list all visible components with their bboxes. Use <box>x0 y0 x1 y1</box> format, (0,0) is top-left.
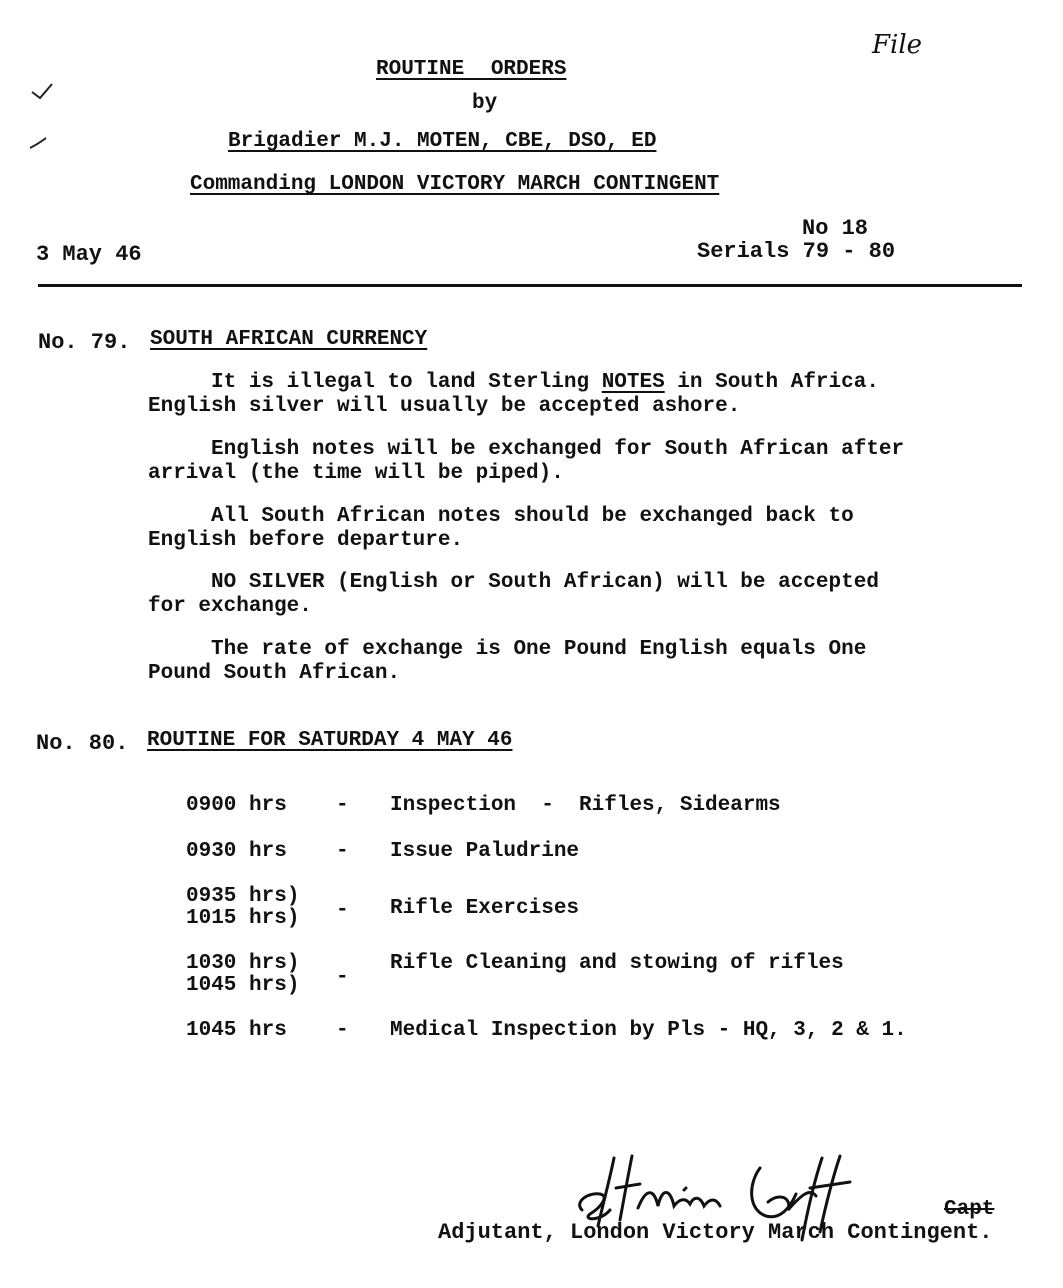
signature-rank: Capt <box>944 1198 995 1221</box>
order-number: No 18 <box>802 216 869 241</box>
schedule-time: 0900 hrs <box>186 794 287 817</box>
margin-tick-icon <box>30 82 54 102</box>
paragraph: All South African notes should be exchanged back to English before departure. <box>148 505 854 552</box>
schedule-time: 0930 hrs <box>186 840 287 863</box>
paragraph-text-post: in South Africa. English silver will usually be accepted ashore. <box>148 371 879 418</box>
schedule-activity: Issue Paludrine <box>390 840 580 863</box>
paragraph: NO SILVER (English or South African) will be accepted for exchange. <box>148 571 879 618</box>
by-line: by <box>472 92 498 115</box>
schedule-dash: - <box>336 899 349 922</box>
schedule-activity: Medical Inspection by Pls - HQ, 3, 2 & 1. <box>390 1019 907 1042</box>
paragraph: The rate of exchange is One Pound English equals One Pound South African. <box>148 638 867 685</box>
schedule-activity: Inspection - Rifles, Sidearms <box>390 794 781 817</box>
issuer-line: Brigadier M.J. MOTEN, CBE, DSO, ED <box>228 130 657 153</box>
paragraph <box>148 371 879 419</box>
section-number: No. 79. <box>38 330 131 355</box>
document-title: ROUTINE ORDERS <box>376 58 567 81</box>
schedule-time: 1030 hrs) 1045 hrs) <box>186 952 300 997</box>
section-heading: ROUTINE FOR SATURDAY 4 MAY 46 <box>147 729 513 752</box>
schedule-activity: Rifle Exercises <box>390 897 580 920</box>
schedule-dash: - <box>336 1019 349 1042</box>
section-heading: SOUTH AFRICAN CURRENCY <box>150 328 428 351</box>
schedule-dash: - <box>336 840 349 863</box>
section-number: No. 80. <box>36 731 129 756</box>
header-divider <box>38 284 1022 287</box>
emphasis-notes: NOTES <box>601 371 665 394</box>
serials: Serials 79 - 80 <box>697 239 896 264</box>
schedule-time: 1045 hrs <box>186 1019 287 1042</box>
schedule-time: 0935 hrs) 1015 hrs) <box>186 885 300 930</box>
schedule-dash: - <box>336 794 349 817</box>
paragraph-text-pre: It is illegal to land Sterling <box>148 371 602 394</box>
document-date: 3 May 46 <box>36 242 142 267</box>
margin-mark-icon <box>28 134 52 152</box>
signature-role: Adjutant, London Victory March Contingent. <box>438 1220 993 1245</box>
file-annotation: File <box>872 30 923 60</box>
schedule-activity: Rifle Cleaning and stowing of rifles <box>390 952 844 975</box>
command-line: Commanding LONDON VICTORY MARCH CONTINGENT <box>190 173 720 196</box>
paragraph: English notes will be exchanged for South African after arrival (the time will be piped). <box>148 438 905 485</box>
schedule-dash: - <box>336 966 349 989</box>
